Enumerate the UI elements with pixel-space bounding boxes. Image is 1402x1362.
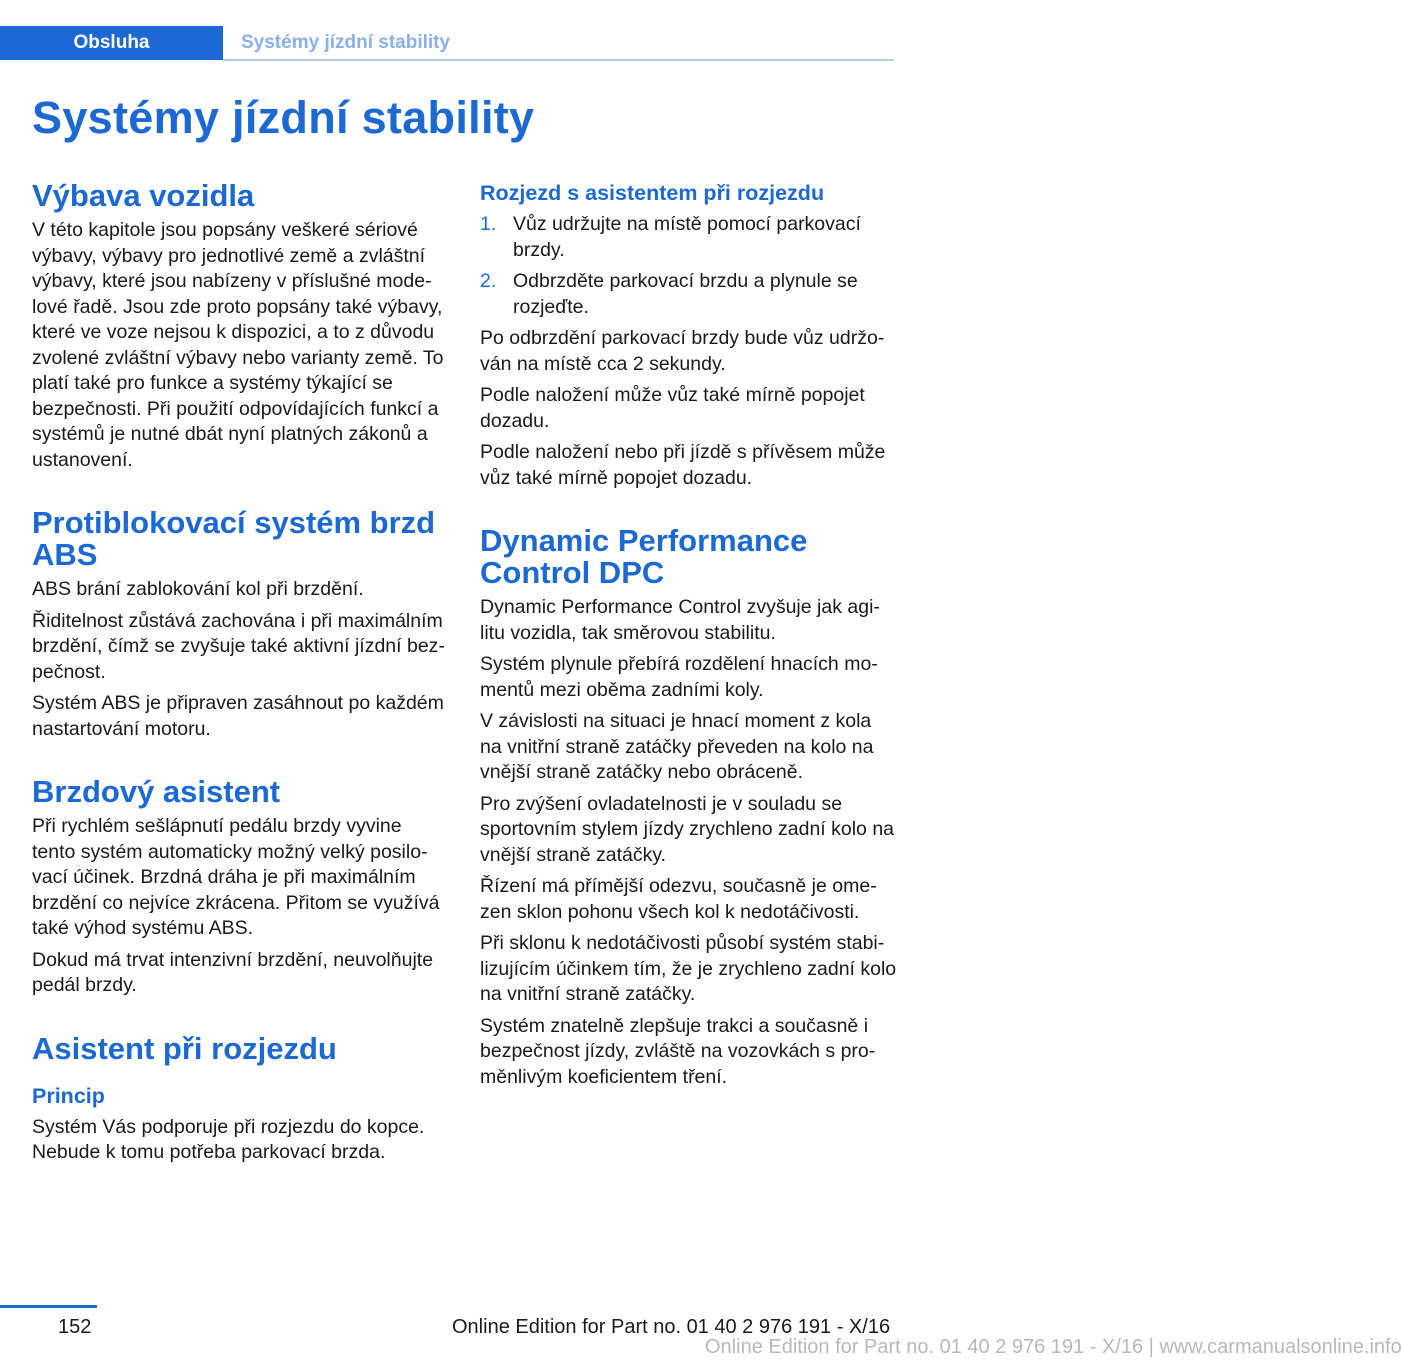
step-text: Vůz udržujte na místě pomocí parkovací brzdy. — [513, 213, 861, 261]
section-heading-equipment: Výbava vozidla — [32, 178, 255, 213]
section-dpc — [480, 525, 898, 1090]
right-column — [480, 180, 898, 1124]
step-number: 2. — [480, 270, 497, 292]
list-item — [480, 212, 898, 263]
section-hill-start — [32, 1030, 450, 1166]
footer-rule — [0, 1305, 97, 1308]
step-text: Odbrzděte parkovací brzdu a plynule se rozjeďte. — [513, 270, 858, 318]
paragraph: Systém znatelně zlepšuje trakci a současně i bezpečnost jízdy, zvláště na vozovkách s proměnlivým koeficientem tření. — [480, 1014, 876, 1088]
paragraph: Při sklonu k nedotáčivosti působí systém stabilizujícím účinkem tím, že je zrychleno zadní kolo na vnitřní straně zatáčky. — [480, 932, 897, 1005]
step-number: 1. — [480, 213, 497, 235]
section-start-assist — [480, 180, 898, 491]
chapter-tab[interactable]: Obsluha — [0, 26, 223, 60]
paragraph: V závislosti na situaci je hnací moment z kola na vnitřní straně zatáčky převeden na kolo na vnější straně zatáčky nebo obráceně. — [480, 710, 874, 783]
paragraph: Dynamic Performance Control zvyšuje jak agilitu vozidla, tak směrovou stabilitu. — [480, 596, 880, 644]
paragraph: Řiditelnost zůstává zachována i při maximálním brzdění, čímž se zvyšuje také aktivní jízdní bezpečnost. — [32, 609, 445, 683]
watermark: Online Edition for Part no. 01 40 2 976 191 - X/16 | www.carmanualsonline.info — [705, 1336, 1402, 1358]
paragraph: Systém Vás podporuje při rozjezdu do kopce. Nebude k tomu potřeba parkovací brzda. — [32, 1115, 425, 1163]
steps-list — [480, 212, 898, 320]
paragraph: Při rychlém sešlápnutí pedálu brzdy vyvine tento systém automaticky možný velký posilovací účinek. Brzdná dráha je při maximálním brzdění co nejvíce zkrácena. Přitom se využívá také výhod systému ABS. — [32, 815, 440, 939]
section-brake-assist — [32, 776, 450, 999]
edition-line: Online Edition for Part no. 01 40 2 976 191 - X/16 — [452, 1316, 891, 1338]
section-equipment — [32, 180, 450, 473]
section-heading-dpc: Dynamic Performance Control DPC — [480, 523, 808, 590]
paragraph: Podle naložení nebo při jízdě s přívěsem může vůz také mírně popojet dozadu. — [480, 441, 886, 489]
subheading-principle: Princip — [32, 1083, 105, 1108]
section-heading-hill-start: Asistent při rozjezdu — [32, 1030, 337, 1066]
subsection-principle — [32, 1083, 450, 1166]
paragraph: Řízení má přímější odezvu, současně je omezen sklon pohonu všech kol k nedotáčivosti. — [480, 875, 877, 923]
subheading-start-assist: Rozjezd s asistentem při rozjezdu — [480, 181, 825, 205]
paragraph: V této kapitole jsou popsány veškeré sériové výbavy, výbavy pro jednotlivé země a zvláštní výbavy, které jsou nabízeny v příslušné modelové řadě. Jsou zde proto popsány také výbavy, které ve voze nejsou k dispozici, a to z důvodu zvolené zvláštní výbavy nebo varianty země. To platí také pro funkce a systémy týkající se bezpečnosti. Při použití odpovídajících funkcí a systémů je nutné dbát nyní platných zákonů a ustanovení. — [32, 219, 444, 471]
paragraph: Systém plynule přebírá rozdělení hnacích momentů mezi oběma zadními koly. — [480, 653, 878, 701]
paragraph: Pro zvýšení ovladatelnosti je v souladu se sportovním stylem jízdy zrychleno zadní kolo na vnější straně zatáčky. — [480, 792, 895, 866]
paragraph: Systém ABS je připraven zasáhnout po každém nastartování motoru. — [32, 692, 444, 740]
page-number: 152 — [58, 1316, 92, 1338]
paragraph: Dokud má trvat intenzivní brzdění, neuvolňujte pedál brzdy. — [32, 948, 434, 996]
left-column — [32, 180, 450, 1200]
section-heading-brake-assist: Brzdový asistent — [32, 774, 281, 809]
section-abs — [32, 507, 450, 742]
breadcrumb[interactable]: Systémy jízdní stability — [241, 32, 451, 53]
header-rule — [223, 59, 894, 61]
paragraph: Po odbrzdění parkovací brzdy bude vůz udržován na místě cca 2 sekundy. — [480, 327, 885, 375]
list-item — [480, 269, 898, 320]
section-heading-abs: Protiblokovací systém brzd ABS — [32, 505, 436, 572]
paragraph: Podle naložení může vůz také mírně popojet dozadu. — [480, 384, 865, 432]
paragraph: ABS brání zablokování kol při brzdění. — [32, 578, 364, 600]
page-header — [0, 26, 894, 60]
page-title: Systémy jízdní stability — [32, 92, 535, 143]
